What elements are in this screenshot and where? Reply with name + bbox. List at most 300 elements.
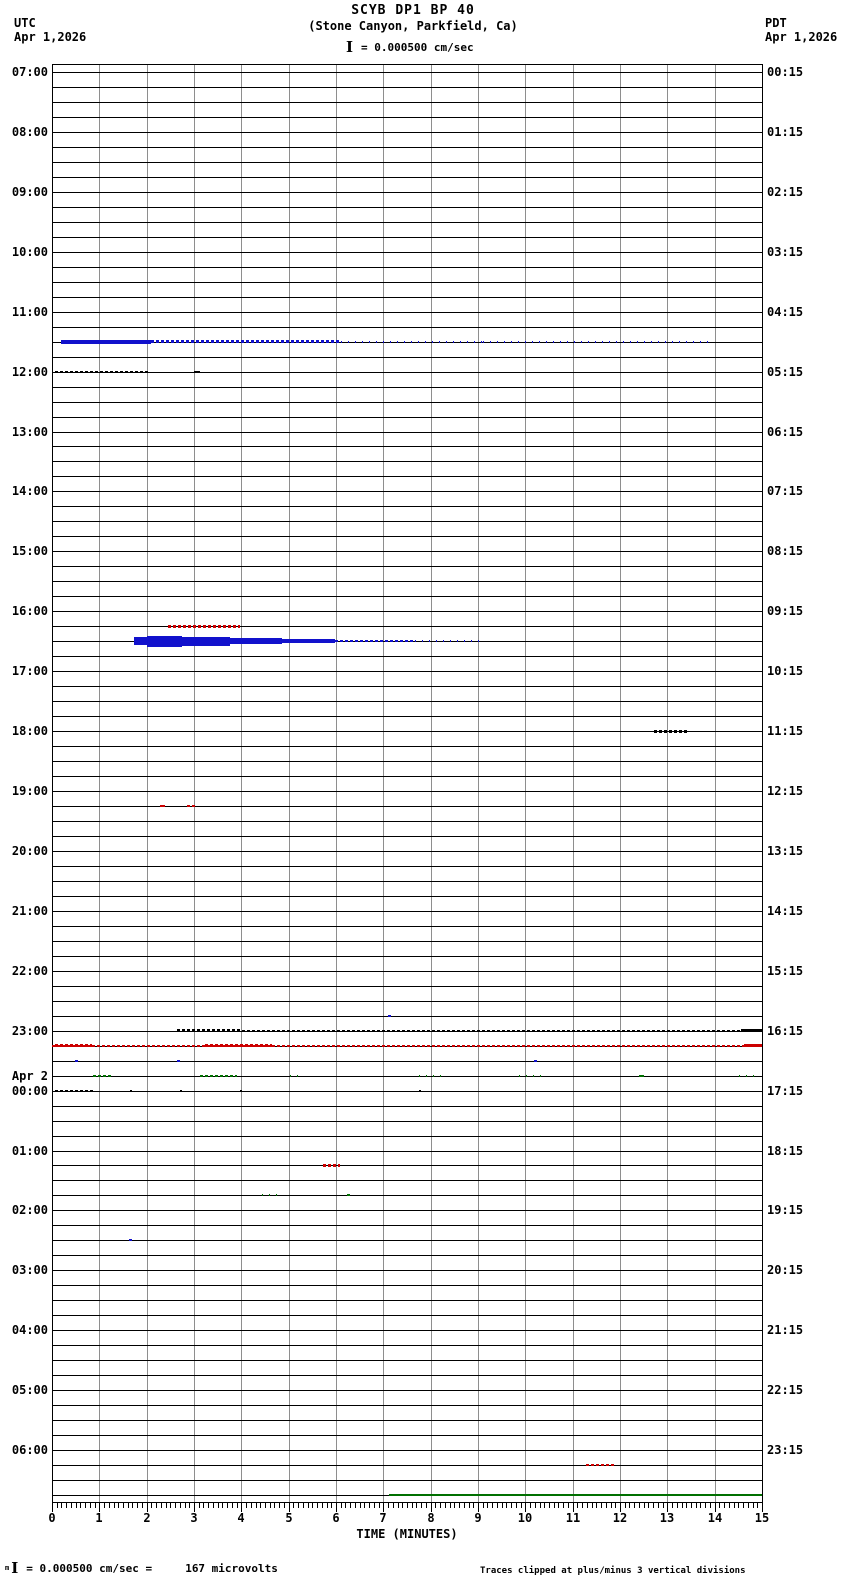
utc-time-label: 14:00 [11,484,48,498]
trace-row-line [52,102,763,103]
trace-row-line [52,372,763,373]
x-axis-minor-tick [516,1503,517,1508]
x-axis-tick-label: 11 [565,1511,581,1525]
x-axis-tick-label: 2 [143,1511,151,1525]
pdt-time-label: 17:15 [767,1084,804,1098]
utc-date: Apr 1,2026 [14,30,87,44]
trace-row-line [52,1225,763,1226]
x-axis-tick-label: 15 [754,1511,770,1525]
pdt-time-label: 12:15 [767,784,804,798]
x-axis-minor-tick [161,1503,162,1508]
trace-row-line [52,297,763,298]
utc-label: UTC [14,16,36,30]
x-axis-minor-tick [388,1503,389,1508]
x-axis-minor-tick [511,1503,512,1508]
trace-row-line [52,1240,763,1241]
trace-row-line [52,1136,763,1137]
x-axis-minor-tick [734,1503,735,1508]
utc-time-label: 11:00 [11,305,48,319]
x-axis-minor-tick [85,1503,86,1508]
trace-row-line [52,222,763,223]
x-axis-minor-tick [256,1503,257,1508]
x-axis-minor-tick [483,1503,484,1508]
x-axis-minor-tick [549,1503,550,1508]
x-axis-minor-tick [218,1503,219,1508]
x-axis-minor-tick [757,1503,758,1508]
x-axis-minor-tick [596,1503,597,1508]
pdt-time-label: 04:15 [767,305,804,319]
x-axis-minor-tick [284,1503,285,1508]
minute-gridline [478,64,479,1503]
seismic-trace-segment [341,341,483,343]
seismic-trace-segment [388,1015,391,1017]
pdt-label: PDT [765,16,787,30]
x-axis-tick-label: 12 [612,1511,628,1525]
pdt-time-label: 14:15 [767,904,804,918]
x-axis-minor-tick [454,1503,455,1508]
x-axis-tick-label: 4 [237,1511,245,1525]
utc-time-label: 20:00 [11,844,48,858]
x-axis-minor-tick [298,1503,299,1508]
trace-row-line [52,357,763,358]
x-axis-minor-tick [374,1503,375,1508]
x-axis-minor-tick [61,1503,62,1508]
minute-gridline [715,64,716,1503]
utc-time-label: 00:00 [11,1084,48,1098]
x-axis-minor-tick [502,1503,503,1508]
trace-row-line [52,776,763,777]
x-axis-minor-tick [691,1503,692,1508]
seismic-trace-segment [347,1194,350,1196]
clipping-note: Traces clipped at plus/minus 3 vertical divisions [480,1566,746,1576]
x-axis-minor-tick [66,1503,67,1508]
trace-row-line [52,237,763,238]
trace-row-line [52,432,763,433]
x-axis-minor-tick [185,1503,186,1508]
trace-row-line [52,986,763,987]
x-axis-minor-tick [180,1503,181,1508]
trace-row-line [52,746,763,747]
x-axis-tick-label: 14 [707,1511,723,1525]
minute-gridline [99,64,100,1503]
trace-row-line [52,387,763,388]
utc-time-label: 16:00 [11,604,48,618]
utc-time-label: 12:00 [11,365,48,379]
x-axis-minor-tick [606,1503,607,1508]
x-axis-minor-tick [615,1503,616,1508]
seismic-trace-segment [75,1060,78,1062]
seismic-trace-segment [419,1075,444,1077]
trace-row-line [52,941,763,942]
x-axis-tick-label: 0 [48,1511,56,1525]
x-axis-minor-tick [203,1503,204,1508]
trace-row-line [52,926,763,927]
x-axis-minor-tick [653,1503,654,1508]
seismic-trace-segment [129,1239,132,1241]
seismic-trace-segment [654,730,689,733]
seismic-trace-segment [290,1075,300,1077]
trace-row-line [52,686,763,687]
x-axis-minor-tick [658,1503,659,1508]
trace-row-line [52,1165,763,1166]
utc-time-label: 09:00 [11,185,48,199]
seismic-trace-segment [55,1090,95,1092]
minute-gridline [383,64,384,1503]
x-axis-tick-label: 9 [474,1511,482,1525]
x-axis-minor-tick [114,1503,115,1508]
trace-row-line [52,117,763,118]
x-axis-minor-tick [166,1503,167,1508]
seismic-trace-segment [741,1029,762,1032]
minute-gridline [147,64,148,1503]
trace-row-line [52,312,763,313]
x-axis-minor-tick [729,1503,730,1508]
x-axis-minor-tick [738,1503,739,1508]
utc-time-label: 15:00 [11,544,48,558]
x-axis-minor-tick [587,1503,588,1508]
trace-row-line [52,207,763,208]
utc-header [14,16,86,44]
seismic-trace-segment [55,1044,92,1047]
trace-row-line [52,791,763,792]
trace-row-line [52,581,763,582]
minute-gridline [194,64,195,1503]
seismic-trace-segment [177,1029,242,1032]
utc-date-label: Apr 2 [11,1069,48,1083]
x-axis-minor-tick [416,1503,417,1508]
x-axis-minor-tick [118,1503,119,1508]
trace-row-line [52,1091,763,1092]
seismic-trace-segment [52,1045,762,1047]
x-axis-minor-tick [445,1503,446,1508]
x-axis-minor-tick [629,1503,630,1508]
trace-row-line [52,417,763,418]
x-axis-minor-tick [601,1503,602,1508]
seismic-trace-segment [586,1464,616,1466]
trace-row-line [52,1420,763,1421]
x-axis-minor-tick [563,1503,564,1508]
trace-row-line [52,821,763,822]
seismic-trace-segment [422,1030,762,1032]
seismic-trace-segment [205,1044,272,1047]
seismic-trace-segment [200,1075,237,1077]
x-axis-minor-tick [719,1503,720,1508]
trace-row-line [52,1315,763,1316]
trace-row-line [52,506,763,507]
x-axis-minor-tick [104,1503,105,1508]
trace-row-line [52,267,763,268]
x-axis-minor-tick [246,1503,247,1508]
x-axis-minor-tick [364,1503,365,1508]
trace-row-line [52,87,763,88]
seismic-trace-segment [93,1075,113,1077]
seismic-trace-segment [744,1044,762,1047]
x-axis-minor-tick [682,1503,683,1508]
x-axis-minor-tick [355,1503,356,1508]
x-axis-minor-tick [227,1503,228,1508]
utc-time-label: 02:00 [11,1203,48,1217]
x-axis-minor-tick [322,1503,323,1508]
trace-row-line [52,626,763,627]
minute-gridline [525,64,526,1503]
trace-row-line [52,1435,763,1436]
pdt-time-label: 06:15 [767,425,804,439]
seismic-trace-segment [282,639,335,643]
x-axis-minor-tick [274,1503,275,1508]
pdt-time-label: 20:15 [767,1263,804,1277]
x-axis-minor-tick [76,1503,77,1508]
trace-row-line [52,162,763,163]
x-axis-tick-label: 13 [659,1511,675,1525]
x-axis-title: TIME (MINUTES) [356,1527,458,1541]
x-axis-minor-tick [350,1503,351,1508]
x-axis-tick-label: 5 [285,1511,293,1525]
x-axis-minor-tick [57,1503,58,1508]
seismic-trace-segment [180,1090,182,1092]
x-axis-minor-tick [317,1503,318,1508]
x-axis-minor-tick [464,1503,465,1508]
utc-time-label: 13:00 [11,425,48,439]
seismic-trace-segment [262,1194,277,1196]
x-axis-minor-tick [535,1503,536,1508]
pdt-time-label: 01:15 [767,125,804,139]
trace-row-line [52,1375,763,1376]
x-axis-minor-tick [402,1503,403,1508]
seismic-trace-segment [177,1060,180,1062]
x-axis-minor-tick [270,1503,271,1508]
x-axis-minor-tick [170,1503,171,1508]
calibration-prefix-glyph: m [5,1564,10,1572]
utc-time-label: 18:00 [11,724,48,738]
trace-row-line [52,956,763,957]
trace-row-line [52,566,763,567]
trace-row-line [52,1195,763,1196]
x-axis-minor-tick [554,1503,555,1508]
x-axis-minor-tick [592,1503,593,1508]
seismic-trace-segment [194,371,200,373]
utc-time-label: 01:00 [11,1144,48,1158]
seismic-trace-segment [335,640,415,642]
trace-row-line [52,476,763,477]
x-axis-tick-label: 3 [190,1511,198,1525]
x-axis-minor-tick [530,1503,531,1508]
pdt-time-label: 09:15 [767,604,804,618]
x-axis-minor-tick [213,1503,214,1508]
x-axis-minor-tick [639,1503,640,1508]
utc-time-label: 19:00 [11,784,48,798]
x-axis-minor-tick [237,1503,238,1508]
trace-row-line [52,282,763,283]
trace-row-line [52,1285,763,1286]
x-axis-minor-tick [710,1503,711,1508]
x-axis-minor-tick [634,1503,635,1508]
x-axis-minor-tick [672,1503,673,1508]
seismic-trace-segment [739,1075,759,1077]
minute-gridline [431,64,432,1503]
seismic-trace-segment [55,371,150,373]
pdt-time-label: 08:15 [767,544,804,558]
seismic-trace-segment [419,1090,421,1092]
scale-bar-icon: I [346,37,354,56]
x-axis-minor-tick [544,1503,545,1508]
x-axis-tick-label: 10 [517,1511,533,1525]
trace-row-line [52,1330,763,1331]
trace-row-line [52,1061,763,1062]
seismic-trace-segment [130,1090,132,1092]
x-axis-minor-tick [189,1503,190,1508]
seismic-trace-segment [230,638,282,644]
minute-gridline [620,64,621,1503]
calibration-note [5,1558,278,1578]
seismic-trace-segment [61,340,151,344]
pdt-time-label: 13:15 [767,844,804,858]
x-axis-minor-tick [398,1503,399,1508]
trace-row-line [52,1121,763,1122]
x-axis-tick-label: 7 [379,1511,387,1525]
x-axis-minor-tick [128,1503,129,1508]
utc-time-label: 08:00 [11,125,48,139]
trace-row-line [52,252,763,253]
utc-time-label: 03:00 [11,1263,48,1277]
x-axis-minor-tick [459,1503,460,1508]
utc-time-label: 06:00 [11,1443,48,1457]
seismic-trace-segment [389,1494,762,1496]
minute-gridline [573,64,574,1503]
x-axis-minor-tick [123,1503,124,1508]
trace-row-line [52,1465,763,1466]
x-axis-minor-tick [577,1503,578,1508]
x-axis-minor-tick [644,1503,645,1508]
x-axis-minor-tick [151,1503,152,1508]
x-axis-minor-tick [222,1503,223,1508]
utc-time-label: 21:00 [11,904,48,918]
x-axis-minor-tick [705,1503,706,1508]
station-location: (Stone Canyon, Parkfield, Ca) [308,19,518,33]
utc-time-label: 04:00 [11,1323,48,1337]
utc-time-label: 22:00 [11,964,48,978]
x-axis-minor-tick [568,1503,569,1508]
pdt-time-label: 23:15 [767,1443,804,1457]
x-axis-minor-tick [426,1503,427,1508]
x-axis-minor-tick [696,1503,697,1508]
x-axis-minor-tick [407,1503,408,1508]
trace-row-line [52,461,763,462]
minute-gridline [241,64,242,1503]
trace-row-line [52,1016,763,1017]
trace-row-line [52,1180,763,1181]
utc-time-label: 07:00 [11,65,48,79]
trace-row-line [52,72,763,73]
seismic-trace-segment [415,640,482,642]
seismic-trace-segment [323,1164,340,1167]
trace-row-line [52,806,763,807]
x-axis-minor-tick [497,1503,498,1508]
seismic-trace-segment [187,805,197,807]
x-axis-minor-tick [487,1503,488,1508]
trace-row-line [52,851,763,852]
x-axis-minor-tick [232,1503,233,1508]
trace-row-line [52,491,763,492]
trace-row-line [52,177,763,178]
x-axis-minor-tick [80,1503,81,1508]
seismic-trace-segment [240,1090,242,1092]
pdt-time-label: 19:15 [767,1203,804,1217]
x-axis-minor-tick [611,1503,612,1508]
x-axis-minor-tick [327,1503,328,1508]
seismic-trace-segment [534,1060,537,1062]
pdt-time-label: 18:15 [767,1144,804,1158]
scale-label: = 0.000500 cm/sec [361,40,474,54]
trace-row-line [52,1450,763,1451]
pdt-time-label: 05:15 [767,365,804,379]
pdt-time-label: 22:15 [767,1383,804,1397]
x-axis-minor-tick [265,1503,266,1508]
x-axis-minor-tick [435,1503,436,1508]
x-axis-tick-label: 8 [427,1511,435,1525]
x-axis-minor-tick [663,1503,664,1508]
trace-row-line [52,1360,763,1361]
x-axis-minor-tick [251,1503,252,1508]
plot-border-horizontal [52,64,763,65]
x-axis-minor-tick [331,1503,332,1508]
utc-time-label: 23:00 [11,1024,48,1038]
x-axis-minor-tick [303,1503,304,1508]
trace-row-line [52,1300,763,1301]
seismic-trace-segment [182,637,230,646]
seismic-trace-segment [639,1075,644,1077]
trace-row-line [52,402,763,403]
x-axis-minor-tick [724,1503,725,1508]
trace-row-line [52,132,763,133]
trace-row-line [52,521,763,522]
x-axis-minor-tick [743,1503,744,1508]
trace-row-line [52,1345,763,1346]
trace-row-line [52,971,763,972]
seismic-trace-segment [147,636,182,647]
seismic-trace-segment [151,340,340,343]
seismic-trace-segment [519,1075,544,1077]
pdt-date: Apr 1,2026 [765,30,838,44]
x-axis-minor-tick [440,1503,441,1508]
trace-row-line [52,1255,763,1256]
trace-row-line [52,1106,763,1107]
x-axis-minor-tick [379,1503,380,1508]
minute-gridline [336,64,337,1503]
trace-row-line [52,192,763,193]
station-title: SCYB DP1 BP 40 [351,3,475,18]
trace-row-line [52,1001,763,1002]
x-axis-minor-tick [156,1503,157,1508]
x-axis-minor-tick [558,1503,559,1508]
trace-row-line [52,1210,763,1211]
x-axis-minor-tick [279,1503,280,1508]
trace-row-line [52,551,763,552]
x-axis-minor-tick [71,1503,72,1508]
seismic-trace-segment [483,341,710,343]
utc-time-label: 05:00 [11,1383,48,1397]
x-axis-minor-tick [686,1503,687,1508]
x-axis-minor-tick [293,1503,294,1508]
trace-row-line [52,611,763,612]
pdt-time-label: 00:15 [767,65,804,79]
x-axis-minor-tick [393,1503,394,1508]
x-axis-minor-tick [95,1503,96,1508]
x-axis-minor-tick [677,1503,678,1508]
x-axis-minor-tick [137,1503,138,1508]
trace-row-line [52,701,763,702]
x-axis-minor-tick [700,1503,701,1508]
x-axis-tick-label: 6 [332,1511,340,1525]
